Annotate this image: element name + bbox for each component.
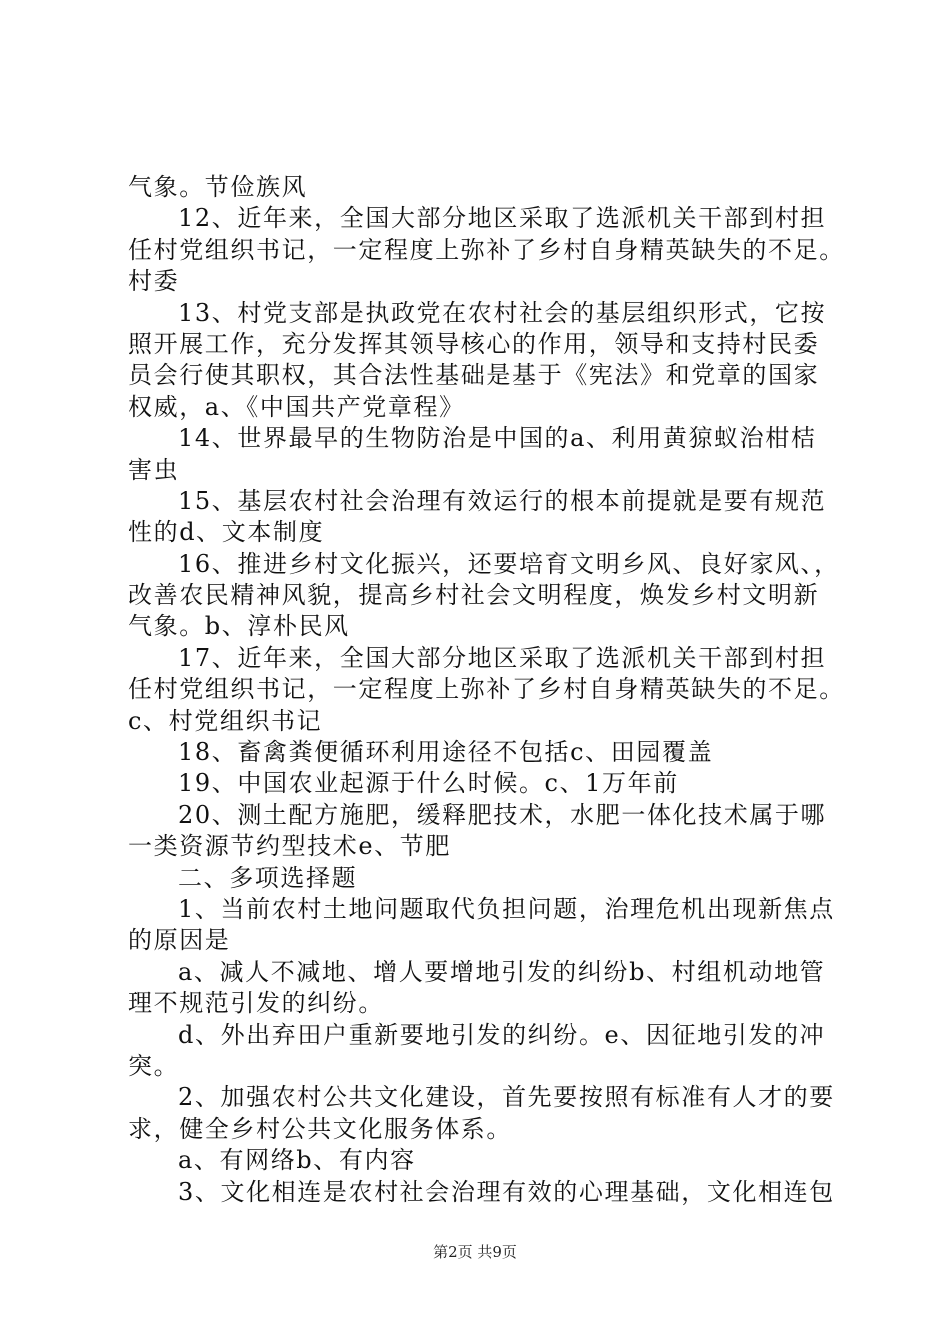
text-line: 15、基层农村社会治理有效运行的根本前提就是要有规范 [178,486,827,515]
text-line: 14、世界最早的生物防治是中国的a、利用黄猄蚁治柑桔 [178,424,817,453]
text-line: 改善农民精神风貌，提高乡村社会文明程度，焕发乡村文明新 [128,581,820,610]
text-line: 12、近年来，全国大部分地区采取了选派机关干部到村担 [178,204,827,233]
text-line: 员会行使其职权，其合法性基础是基于《宪法》和党章的国家 [128,361,820,390]
text-line: 照开展工作，充分发挥其领导核心的作用，领导和支持村民委 [128,329,820,358]
text-line: 权威，a、《中国共产党章程》 [128,392,465,421]
page-footer [0,1242,950,1262]
text-line: 16、推进乡村文化振兴，还要培育文明乡风、良好家风、， [178,549,840,578]
text-line: 性的d、文本制度 [128,518,325,547]
text-line: 2、加强农村公共文化建设，首先要按照有标准有人才的要 [178,1083,835,1112]
text-line: 突。 [128,1051,180,1080]
text-line: a、有网络b、有内容 [178,1146,416,1175]
text-line: a、减人不减地、增人要增地引发的纠纷b、村组机动地管 [178,957,826,986]
text-line: 一类资源节约型技术e、节肥 [128,832,452,861]
text-line: 求，健全乡村公共文化服务体系。 [128,1114,512,1143]
text-line: 气象。b、淳朴民风 [128,612,350,641]
text-line: 任村党组织书记，一定程度上弥补了乡村自身精英缺失的不足。 [128,235,845,264]
text-line: 13、村党支部是执政党在农村社会的基层组织形式，它按 [178,298,827,327]
page-number: 第2页 共9页 [433,1243,517,1261]
text-line: 害虫 [128,455,180,484]
text-line: 3、文化相连是农村社会治理有效的心理基础，文化相连包 [178,1177,835,1206]
text-line: 17、近年来，全国大部分地区采取了选派机关干部到村担 [178,643,827,672]
text-line: 村委 [128,267,180,296]
document-body [128,172,848,1208]
text-line: 二、多项选择题 [178,863,358,892]
text-line: 18、畜禽粪便循环利用途径不包括c、田园覆盖 [178,738,714,767]
text-line: 任村党组织书记，一定程度上弥补了乡村自身精英缺失的不足。 [128,675,845,704]
text-line: 1、当前农村土地问题取代负担问题，治理危机出现新焦点 [178,894,835,923]
text-line: 20、测土配方施肥，缓释肥技术，水肥一体化技术属于哪 [178,800,827,829]
text-line: c、村党组织书记 [128,706,323,735]
text-line: 19、中国农业起源于什么时候。c、1万年前 [178,769,679,798]
text-line: d、外出弃田户重新要地引发的纠纷。e、因征地引发的冲 [178,1020,826,1049]
text-line: 理不规范引发的纠纷。 [128,989,384,1018]
text-line: 的原因是 [128,926,231,955]
text-line: 气象。节俭族风 [128,173,308,201]
